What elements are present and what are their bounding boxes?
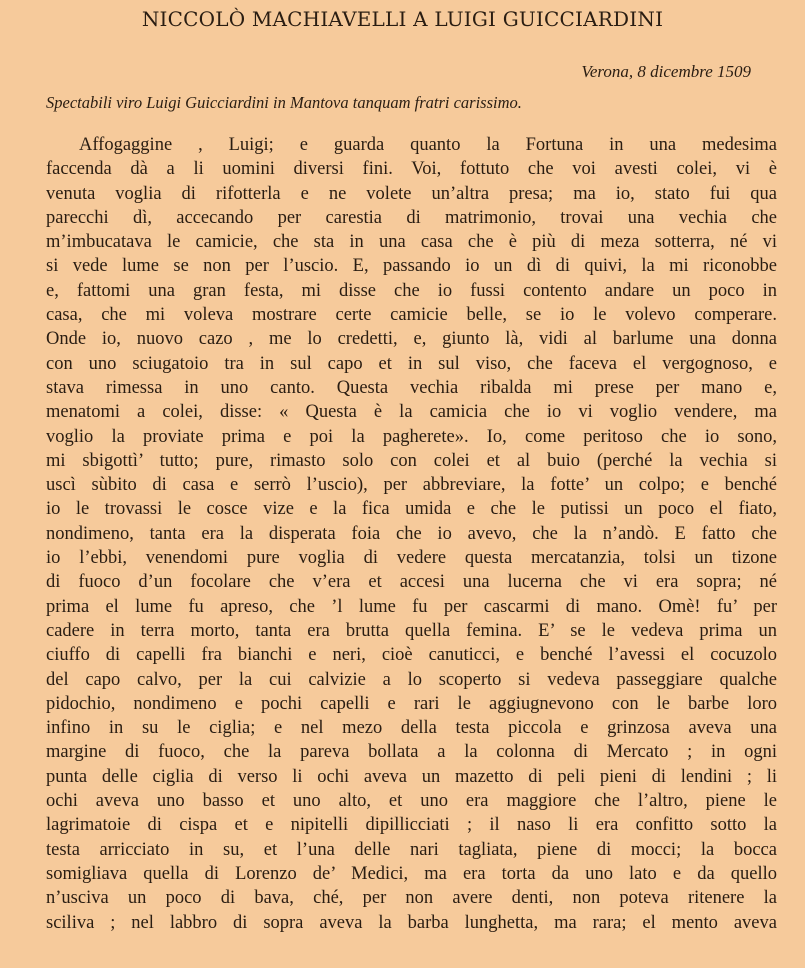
body-line: Onde io, nuovo cazo , me lo credetti, e, giunto là, vidi al barlume una donna xyxy=(46,329,777,350)
body-line: e, fattomi una gran festa, mi disse che io fussi contento andare un poco in xyxy=(46,280,777,301)
body-line: sciliva ; nel labbro di sopra aveva la barba lunghetta, ma rara; el mento aveva xyxy=(46,912,777,933)
body-line: io l’ebbi, venendomi pure voglia di vedere questa mercatanzia, tolsi un tizone xyxy=(46,548,777,569)
body-line: parecchi dì, accecando per carestia di matrimonio, trovai una vechia che xyxy=(46,207,777,228)
body-line: del capo calvo, per la cui calvizie a lo scoperto si vedeva passeggiare qualche xyxy=(46,669,777,690)
body-line: somigliava quella di Lorenzo de’ Medici, ma era torta da uno lato e da quello xyxy=(46,863,777,884)
body-line: si vede lume se non per l’uscio. E, passando io un dì di quivi, la mi riconobbe xyxy=(46,256,777,277)
letter-place-date: Verona, 8 dicembre 1509 xyxy=(581,62,751,81)
body-line: uscì sùbito di casa e serrò l’uscio), per abbreviare, la fotte’ un colpo; e benché xyxy=(46,475,777,496)
body-line: con uno sciugatoio tra in sul capo et in sul viso, che faceva el vergognoso, e xyxy=(46,353,777,374)
letter-body xyxy=(46,133,777,935)
body-line: voglio la proviate prima e poi la pagherete». Io, come peritoso che io sono, xyxy=(46,426,777,447)
body-line: Affogaggine , Luigi; e guarda quanto la Fortuna in una medesima xyxy=(79,135,777,155)
body-line: infino in su le ciglia; e nel mezo della testa piccola e grinzosa aveva una xyxy=(46,718,777,739)
page-title: NICCOLÒ MACHIAVELLI A LUIGI GUICCIARDINI xyxy=(141,7,664,31)
body-line: ochi aveva uno basso et uno alto, et uno era maggiore che l’altro, piene le xyxy=(46,791,777,812)
body-line: casa, che mi voleva mostrare certe camicie belle, se io le volevo comperare. xyxy=(46,305,777,326)
body-line: stava rimessa in uno canto. Questa vechia ribalda mi prese per mano e, xyxy=(46,377,777,398)
body-line: n’usciva un poco di bava, ché, per non avere denti, non poteva ritenere la xyxy=(46,888,777,909)
body-line: faccenda dà a li uomini diversi fini. Voi, fottuto che voi avesti colei, vi è xyxy=(46,159,777,180)
body-line: prima el lume fu apreso, che ’l lume fu per cascarmi di mano. Omè! fu’ per xyxy=(46,596,777,617)
body-line: margine di fuoco, che la pareva bollata a la colonna di Mercato ; in ogni xyxy=(46,742,777,763)
body-line: io le trovassi le cosce vize e la fica umida e che le putissi un poco el fiato, xyxy=(46,499,777,520)
body-line: pidochio, nondimeno e pochi capelli e rari le aggiugnevono con le barbe loro xyxy=(46,693,777,714)
body-line: venuta voglia di rifotterla e ne volete un’altra presa; ma io, stato fui qua xyxy=(46,183,777,204)
body-line: mi sbigottì’ tutto; pure, rimasto solo con colei et al buio (perché la vechia si xyxy=(46,450,777,471)
body-line: testa arricciato in su, et l’una delle nari tagliata, piene di mocci; la bocca xyxy=(46,839,777,860)
body-line: ciuffo di capelli fra bianchi e neri, cioè canuticci, e benché l’avessi el cocuzolo xyxy=(46,645,777,666)
body-line: m’imbucatava le camicie, che sta in una casa che è più di meza sotterra, né vi xyxy=(46,232,777,253)
body-line: menatomi a colei, disse: « Questa è la camicia che io vi voglio vendere, ma xyxy=(46,402,777,423)
body-line: nondimeno, tanta era la disperata foia che io avevo, che la n’andò. E fatto che xyxy=(46,523,777,544)
body-line: lagrimatoie di cispa et e nipitelli dipillicciati ; il naso li era confitto sotto la xyxy=(46,815,777,836)
body-line: di fuoco d’un focolare che v’era et accesi una lucerna che vi era sopra; né xyxy=(46,572,777,593)
body-line: punta delle ciglia di verso li ochi aveva un mazetto di peli pieni di lendini ; li xyxy=(46,766,777,787)
letter-address: Spectabili viro Luigi Guicciardini in Mantova tanquam fratri carissimo. xyxy=(46,93,522,112)
body-line: cadere in terra morto, tanta era brutta quella femina. E’ se le vedeva prima un xyxy=(46,620,777,641)
